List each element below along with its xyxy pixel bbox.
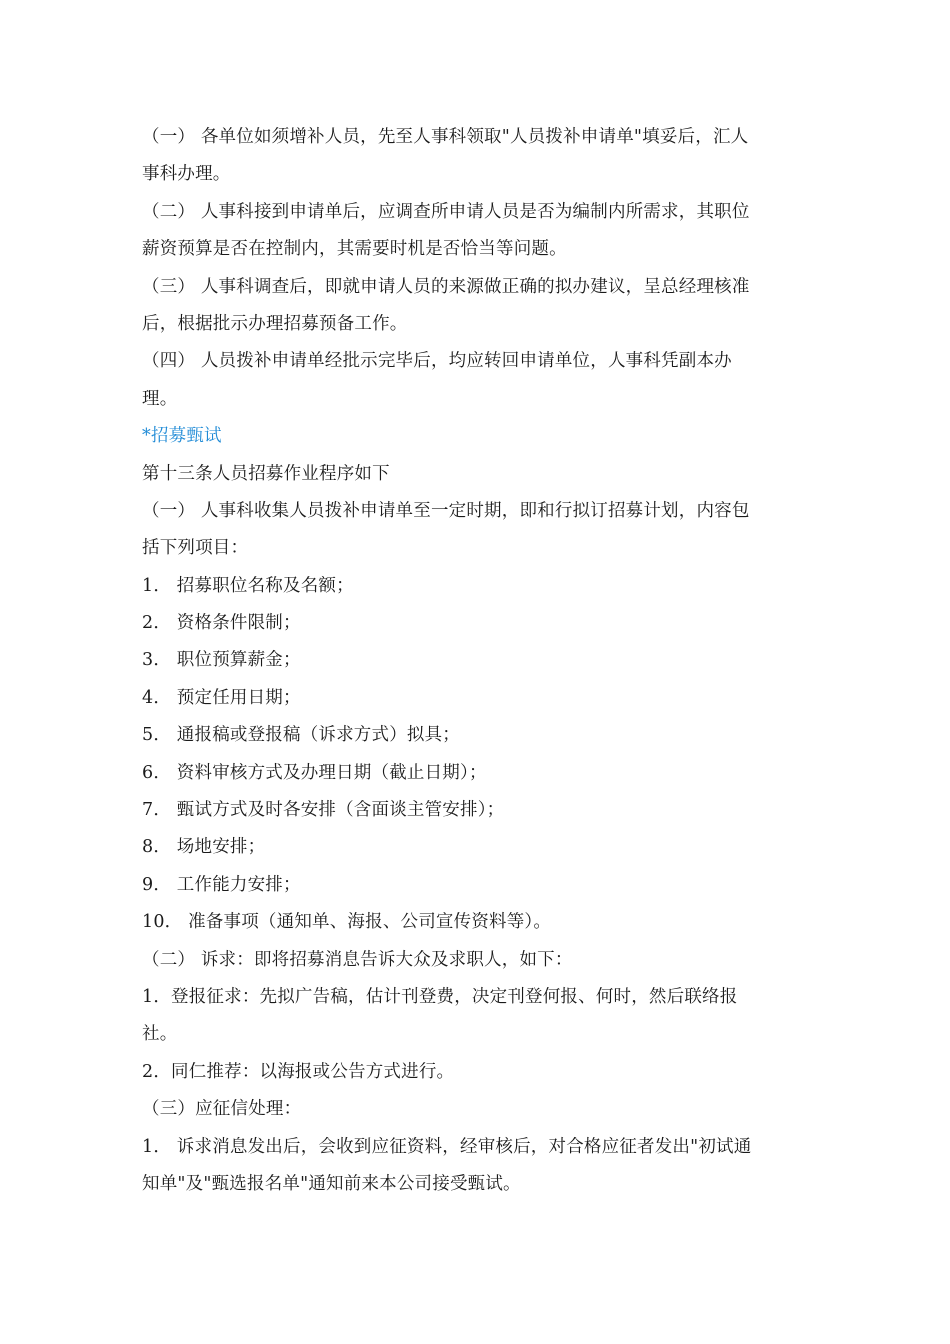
- list-item: 4． 预定任用日期；: [142, 687, 301, 708]
- paragraph-line: （一） 各单位如须增补人员，先至人事科领取"人员拨补申请单"填妥后，汇人: [142, 127, 749, 147]
- letters-line: 知单"及"甄选报名单"通知前来本公司接受甄试。: [142, 1173, 521, 1194]
- letters-line: 1． 诉求消息发出后，会收到应征资料，经审核后，对合格应征者发出"初试通: [142, 1136, 752, 1157]
- list-item: 6． 资料审核方式及办理日期（截止日期）；: [142, 762, 487, 783]
- paragraph-line: （三） 人事科调查后，即就申请人员的来源做正确的拟办建议，呈总经理核准: [142, 276, 750, 297]
- list-item: 2． 资格条件限制；: [142, 613, 301, 634]
- appeal-line: 1．登报征求：先拟广告稿，估计刊登费，决定刊登何报、何时，然后联络报: [142, 986, 738, 1007]
- list-item: 7． 甄试方式及时各安排（含面谈主管安排）；: [142, 800, 505, 821]
- list-item: 10． 准备事项（通知单、海报、公司宣传资料等）。: [142, 912, 552, 933]
- list-item: 8． 场地安排；: [142, 837, 266, 858]
- list-item: 3． 职位预算薪金；: [142, 650, 301, 671]
- list-item: 9． 工作能力安排；: [142, 874, 301, 895]
- section-heading: *招募甄试: [142, 426, 222, 447]
- paragraph-line: 薪资预算是否在控制内，其需要时机是否恰当等问题。: [142, 239, 567, 260]
- document-body: [142, 119, 810, 1203]
- paragraph-line: （二） 人事科接到申请单后，应调查所申请人员是否为编制内所需求，其职位: [142, 201, 750, 222]
- paragraph-line: （四） 人员拨补申请单经批示完毕后，均应转回申请单位，人事科凭副本办: [142, 351, 732, 372]
- article-title: 第十三条人员招募作业程序如下: [142, 463, 390, 484]
- appeal-line: 2．同仁推荐：以海报或公告方式进行。: [142, 1061, 455, 1082]
- list-item: 5． 通报稿或登报稿（诉求方式）拟具；: [142, 725, 460, 746]
- intro-line: （一） 人事科收集人员拨补申请单至一定时期，即和行拟订招募计划，内容包: [142, 500, 750, 521]
- list-item: 1． 招募职位名称及名额；: [142, 575, 354, 596]
- paragraph-line: 后，根据批示办理招募预备工作。: [142, 313, 408, 334]
- intro-line: 括下列项目：: [142, 538, 249, 559]
- appeal-line: 社。: [142, 1024, 178, 1045]
- letters-heading: （三）应征信处理：: [142, 1099, 302, 1120]
- paragraph-line: 理。: [142, 388, 178, 409]
- appeal-heading: （二） 诉求：即将招募消息告诉大众及求职人，如下：: [142, 949, 573, 970]
- paragraph-line: 事科办理。: [142, 164, 231, 185]
